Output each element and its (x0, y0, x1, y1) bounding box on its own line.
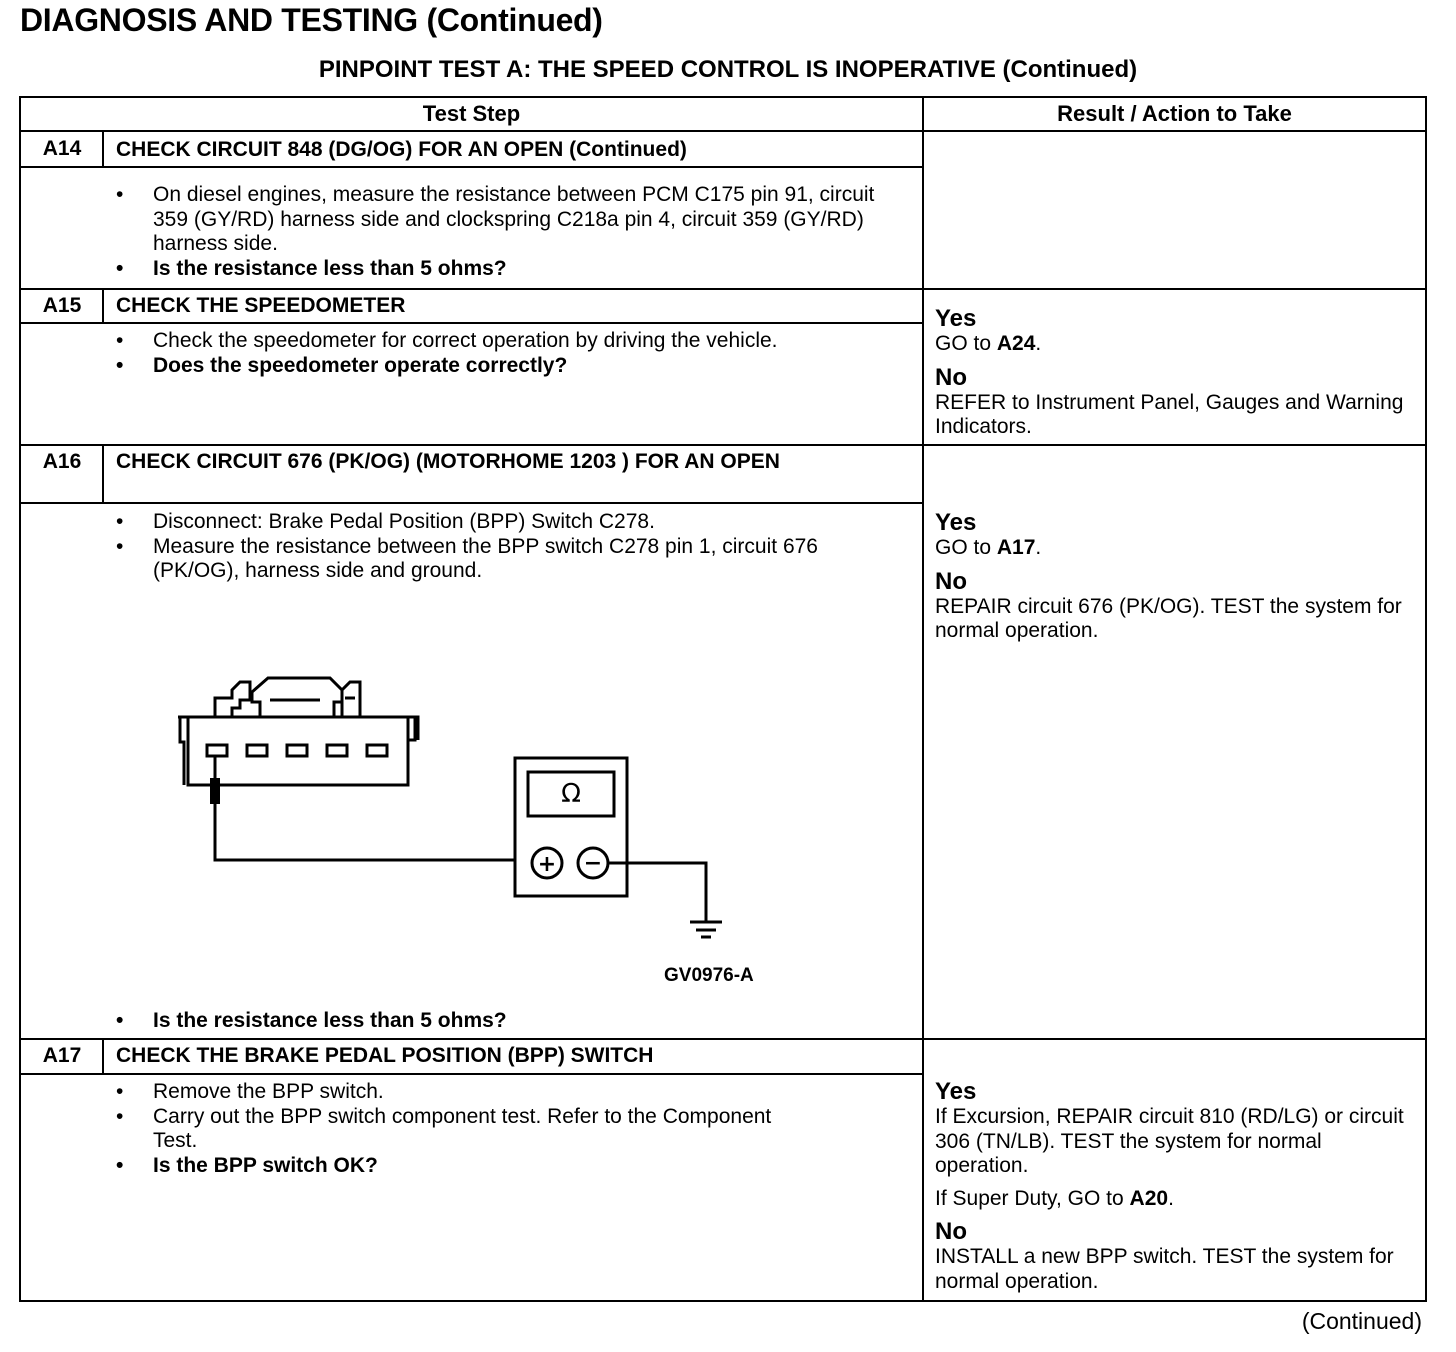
step-title-a16: CHECK CIRCUIT 676 (PK/OG) (MOTORHOME 1203 ) FOR AN OPEN (116, 450, 780, 473)
no-label: No (935, 1218, 967, 1245)
ohm-symbol: Ω (561, 779, 581, 809)
step-title-a14: CHECK CIRCUIT 848 (DG/OG) FOR AN OPEN (Continued) (116, 138, 687, 161)
yes-action: GO to A24. (935, 332, 1042, 355)
figure-id: GV0976-A (664, 965, 754, 986)
step-id-a16: A16 (42, 450, 82, 473)
title-divider (19, 166, 924, 168)
ground-lead (608, 863, 706, 922)
connector-housing (188, 717, 408, 785)
connector-pin (367, 745, 387, 756)
no-action: REFER to Instrument Panel, Gauges and Warning Indicators. (935, 390, 1404, 438)
yes-action: GO to A17. (935, 536, 1042, 559)
row-divider (19, 1038, 1427, 1040)
list-item: • Remove the BPP switch. (116, 1080, 816, 1105)
page-title: DIAGNOSIS AND TESTING (Continued) (20, 2, 603, 38)
no-action: INSTALL a new BPP switch. TEST the system for normal operation. (935, 1245, 1394, 1293)
step-question-a16 (116, 1009, 906, 1034)
result-a15 (935, 306, 1415, 440)
title-divider (19, 322, 924, 324)
list-item: • On diesel engines, measure the resistance between PCM C175 pin 91, circuit 359 (GY/RD) harness side and clockspring C218a pin 4, circuit 359 (GY/RD) harness side. (116, 183, 906, 257)
result-a17 (935, 1079, 1410, 1294)
step-body-a15 (116, 329, 906, 378)
no-action: REPAIR circuit 676 (PK/OG). TEST the system for normal operation. (935, 594, 1402, 642)
column-header-test-step: Test Step (422, 101, 521, 126)
ground-icon (690, 922, 722, 937)
title-divider (19, 502, 924, 504)
list-item: • Check the speedometer for correct operation by driving the vehicle. (116, 329, 906, 354)
no-label: No (935, 363, 967, 391)
yes-label: Yes (935, 305, 977, 332)
bpp-switch-measurement-diagram (170, 660, 770, 980)
probe-tip (210, 778, 220, 804)
connector-pin (287, 745, 307, 756)
continued-note: (Continued) (1301, 1308, 1422, 1334)
step-body-a16 (116, 510, 876, 584)
list-item: • Is the resistance less than 5 ohms? (116, 257, 906, 282)
step-id-a14: A14 (42, 137, 82, 160)
connector-pin (247, 745, 267, 756)
step-id-a15: A15 (42, 294, 82, 317)
test-title: PINPOINT TEST A: THE SPEED CONTROL IS INOPERATIVE (Continued) (318, 56, 1138, 83)
list-item: • Does the speedometer operate correctly? (116, 354, 906, 379)
list-item: • Disconnect: Brake Pedal Position (BPP) Switch C278. (116, 510, 876, 535)
result-a16 (935, 510, 1415, 644)
row-divider (19, 288, 1427, 290)
yes-label: Yes (935, 1078, 977, 1105)
step-body-a17 (116, 1080, 816, 1178)
yes-label: Yes (935, 509, 977, 536)
list-item: • Carry out the BPP switch component test. Refer to the Component Test. (116, 1105, 816, 1154)
title-divider (19, 1073, 924, 1075)
column-divider (922, 96, 924, 1302)
list-item: • Measure the resistance between the BPP switch C278 pin 1, circuit 676 (PK/OG), harness side and ground. (116, 535, 876, 584)
plus-sign: + (537, 852, 557, 877)
connector-pin (207, 745, 227, 756)
yes-action: If Excursion, REPAIR circuit 810 (RD/LG) or circuit 306 (TN/LB). TEST the system for normal operation. (935, 1105, 1404, 1177)
row-divider (19, 444, 1427, 446)
list-item: • Is the resistance less than 5 ohms? (116, 1009, 906, 1034)
step-body-a14 (116, 183, 906, 281)
step-title-a15: CHECK THE SPEEDOMETER (116, 294, 406, 317)
probe-lead (215, 756, 515, 860)
step-title-a17: CHECK THE BRAKE PEDAL POSITION (BPP) SWITCH (116, 1044, 654, 1067)
minus-sign: − (583, 851, 603, 876)
list-item: • Is the BPP switch OK? (116, 1154, 816, 1179)
connector-latch (215, 682, 250, 717)
column-header-result: Result / Action to Take (1057, 101, 1292, 126)
step-id-a17: A17 (42, 1044, 82, 1067)
no-label: No (935, 567, 967, 595)
header-divider (19, 130, 1427, 132)
yes-action-alt: If Super Duty, GO to A20. (935, 1186, 1174, 1210)
connector-pin (327, 745, 347, 756)
